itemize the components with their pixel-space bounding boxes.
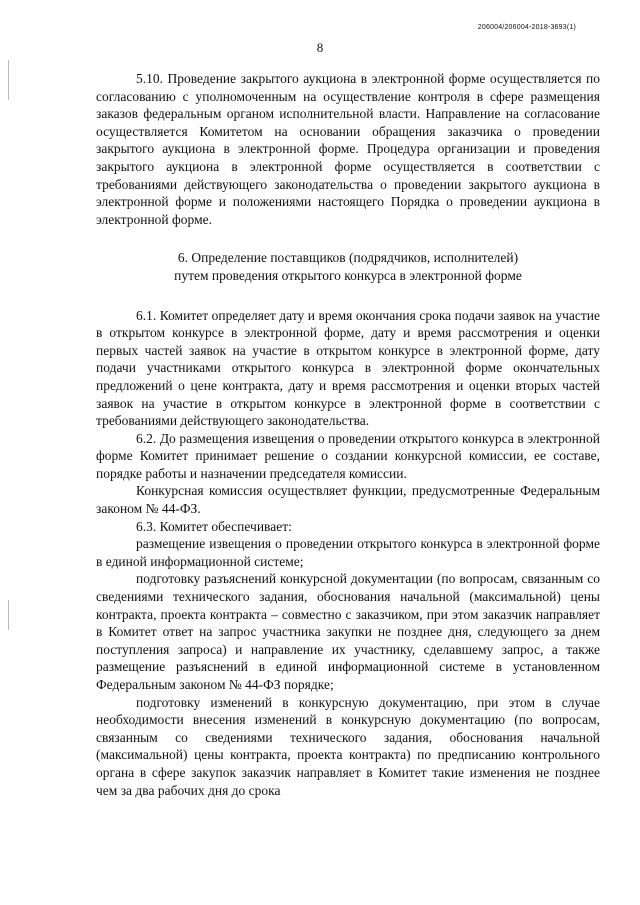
paragraph-6-2: 6.2. До размещения извещения о проведении открытого конкурса в электронной форме Комитет принимает решение о создании конкурсной комиссии, ее составе, порядке работы и назначении председателя комиссии.	[96, 430, 600, 481]
scan-edge-mark	[8, 60, 9, 100]
section-heading-line: путем проведения открытого конкурса в электронной форме	[174, 267, 522, 283]
paragraph-clarifications: подготовку разъяснений конкурсной документации (по вопросам, связанным со сведениями технического задания, обоснования начальной (максимальной) цены контракта, проекта контракта – совместно с заказчиком, при этом заказчик направляет в Комитет ответ на запрос участника закупки не позднее дня, следующего за днем поступления запроса) и направление их участнику, сделавшему запрос, а также размещение разъяснений в единой информационной системе в установленном Федеральным законом № 44-ФЗ порядке;	[96, 571, 600, 692]
page-number: 8	[316, 40, 324, 55]
document-body	[96, 70, 600, 799]
paragraph-notice: размещение извещения о проведении открытого конкурса в электронной форме в единой информационной системе;	[96, 536, 600, 569]
section-heading-line: 6. Определение поставщиков (подрядчиков, исполнителей)	[177, 250, 519, 266]
paragraph-changes: подготовку изменений в конкурсную документацию, при этом в случае необходимости внесения изменений в конкурсную документацию (по вопросам, связанным со сведениями технического задания, обоснования начальной (максимальной) цены контракта, проекта контракта) по предписанию контрольного органа в сфере закупок заказчик направляет в Комитет такие изменения не позднее чем за два рабочих дня до срока	[96, 694, 600, 798]
paragraph-commission: Конкурсная комиссия осуществляет функции, предусмотренные Федеральным законом № 44-ФЗ.	[96, 483, 600, 517]
paragraph-5-10: 5.10. Проведение закрытого аукциона в электронной форме осуществляется по согласованию с уполномоченным на осуществление контроля в сфере размещения заказов федеральным органом исполнительной власти. Направление на согласование осуществляется Комитетом на основании обращения заказчика о проведении закрытого аукциона в электронной форме. Процедура организации и проведения закрытого аукциона в электронной форме осуществляется в соответствии с требованиями действующего законодательства о проведении закрытого аукциона в электронной форме и положениями настоящего Порядка о проведении аукциона в электронной форме.	[96, 71, 600, 227]
paragraph-6-3: 6.3. Комитет обеспечивает:	[136, 518, 292, 534]
section-heading	[96, 249, 600, 284]
document-id: 206004/206004-2018-3693(1)	[477, 24, 576, 31]
scan-edge-mark	[8, 600, 9, 630]
paragraph-6-1: 6.1. Комитет определяет дату и время окончания срока подачи заявок на участие в открытом конкурсе в электронной форме, дату и время рассмотрения и оценки первых частей заявок на участие в открытом конкурсе в электронной форме, дату подачи участниками открытого конкурса в электронной форме окончательных предложений о цене контракта, дату и время рассмотрения и оценки вторых частей заявок на участие в открытом конкурсе в электронной форме в соответствии с требованиями действующего законодательства.	[96, 307, 600, 429]
